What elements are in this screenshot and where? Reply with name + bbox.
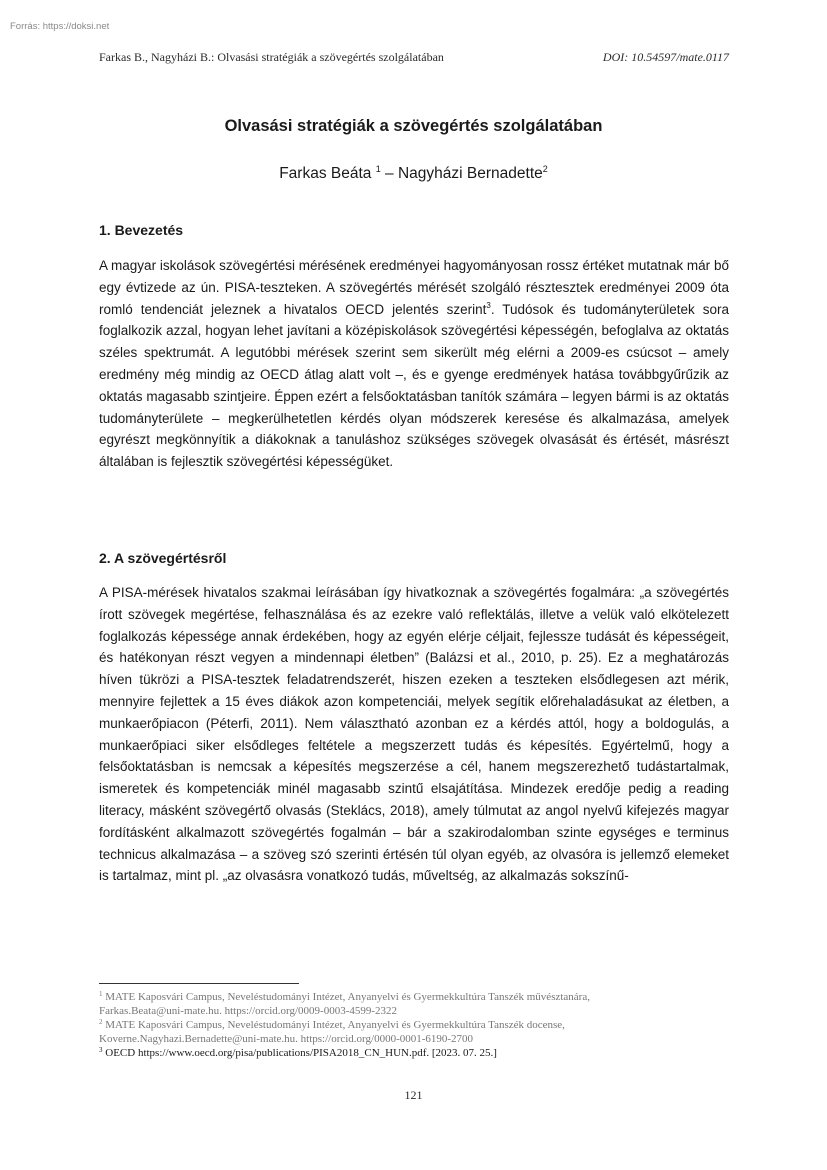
running-header-title: Farkas B., Nagyházi B.: Olvasási stratégiák a szövegértés szolgálatában <box>99 50 444 64</box>
paper-title: Olvasási stratégiák a szövegértés szolgálatában <box>224 117 603 135</box>
footnote-text: Koverne.Nagyhazi.Bernadette@uni-mate.hu. https://orcid.org/0000-0001-6190-2700 <box>99 1033 474 1045</box>
footnote-text: OECD https://www.oecd.org/pisa/publications/PISA2018_CN_HUN.pdf. [2023. 07. 25.] <box>105 1047 497 1059</box>
author-1: Farkas Beáta <box>279 165 372 182</box>
author-2-footnote-ref[interactable]: 2 <box>542 164 548 174</box>
paragraph-text-part: A magyar iskolások szövegértési mérésének eredményei hagyományosan rossz értéket mutatnak már bő egy évtizede az ún. PISA-teszteken. A szövegértés mérését szolgáló résztesztek eredményei 2009 óta romló tendenciát jeleznek a hivatalos OECD jelentés szerint <box>99 258 729 317</box>
footnote-1 <box>99 990 729 1018</box>
doi-label: DOI: 10.54597/mate.0117 <box>602 50 729 64</box>
footnote-divider <box>99 983 299 984</box>
footnote-number: 2 <box>99 1018 103 1026</box>
footnote-text: MATE Kaposvári Campus, Neveléstudományi Intézet, Anyanyelvi és Gyermekkultúra Tanszék docense, <box>105 1019 565 1031</box>
running-header <box>99 50 729 65</box>
author-line <box>0 164 827 183</box>
section-heading-introduction: 1. Bevezetés <box>99 222 184 238</box>
footnotes <box>99 990 729 1060</box>
footnote-number: 1 <box>99 990 103 998</box>
section-heading-reading-comprehension: 2. A szövegértésről <box>99 550 227 566</box>
footnote-2 <box>99 1018 729 1046</box>
section-paragraph-introduction <box>99 255 729 473</box>
author-2: Nagyházi Bernadette <box>397 165 543 182</box>
page-number: 121 <box>404 1088 423 1102</box>
author-separator: – <box>385 165 394 182</box>
footnote-3 <box>99 1046 729 1060</box>
footnote-text: MATE Kaposvári Campus, Neveléstudományi Intézet, Anyanyelvi és Gyermekkultúra Tanszék művésztanára, <box>105 991 590 1003</box>
author-1-footnote-ref[interactable]: 1 <box>375 164 381 174</box>
section-paragraph-reading-comprehension: A PISA-mérések hivatalos szakmai leírásában így hivatkoznak a szövegértés fogalmára: „a szövegértés írott szövegek megértése, felhasználása és az ezekre való reflektálás, illetve a velük való elkötelezett foglalkozás képessége annak érdekében, hogy az egyén elérje céljait, fejlessze tudását és képességeit, és hatékonyan részt vegyen a mindennapi életben” (Balázsi et al., 2010, p. 25). Ez a meghatározás híven tükrözi a PISA-tesztek feladatrendszerét, hiszen ezeken a teszteken elsődlegesen azt mérik, mennyire fejlettek a 15 éves diákok azon kompetenciái, melyek segítik előrehaladásukat az életben, a munkaerőpiacon (Péterfi, 2011). Nem választható azonban ez a kérdés attól, hogy a boldogulás, a munkaerőpiaci siker elsődleges feltétele a megszerzett tudás és képesítés. Egyértelmű, hogy a felsőoktatásban is nemcsak a képesítés megszerzése a cél, hanem megszerezhető tudástartalmak, ismeretek és kompetenciák minél magasabb szintű elsajátítása. Mindezek eredője pedig a reading literacy, másként szövegértő olvasás (Steklács, 2018), amely túlmutat az angol nyelvű kifejezés magyar fordításként alkalmazott szövegértés fogalmán – bár a szakirodalomban szinte egységes e terminus technicus alkalmazása – a szöveg szó szerinti értésén túl olyan egyéb, az olvasóra is jellemző elemeket is tartalmaz, mint pl. „az olvasásra vonatkozó tudás, műveltség, az alkalmazás sokszínű- <box>99 585 729 884</box>
footnote-ref-3[interactable]: 3 <box>486 300 491 310</box>
source-label: Forrás: https://doksi.net <box>10 21 110 32</box>
footnote-text: Farkas.Beata@uni-mate.hu. https://orcid.org/0009-0003-4599-2322 <box>99 1005 398 1017</box>
paragraph-text-part: . Tudósok és tudományterületek sora foglalkozik azzal, hogyan lehet javítani a középiskolások szövegértési képességén, befoglalva az oktatás széles spektrumát. A legutóbbi mérések szerint sem sikerült még elérni a 2009-es csúcsot – amely eredmény még mindig az OECD átlag alatt volt –, és e gyenge eredmények hatása továbbgyűrűzik az oktatás magasabb szintjeire. Éppen ezért a felsőoktatásban tanítók számára – legyen bármi is az oktatás tudományterülete – megkerülhetetlen kérdés olyan módszerek keresése és alkalmazása, amelyek egyrészt megkönnyítik a diákoknak a tanuláshoz szükséges szövegek olvasását és értését, másrészt általában is fejlesztik szövegértési képességüket. <box>99 301 729 470</box>
footnote-number: 3 <box>99 1046 103 1054</box>
